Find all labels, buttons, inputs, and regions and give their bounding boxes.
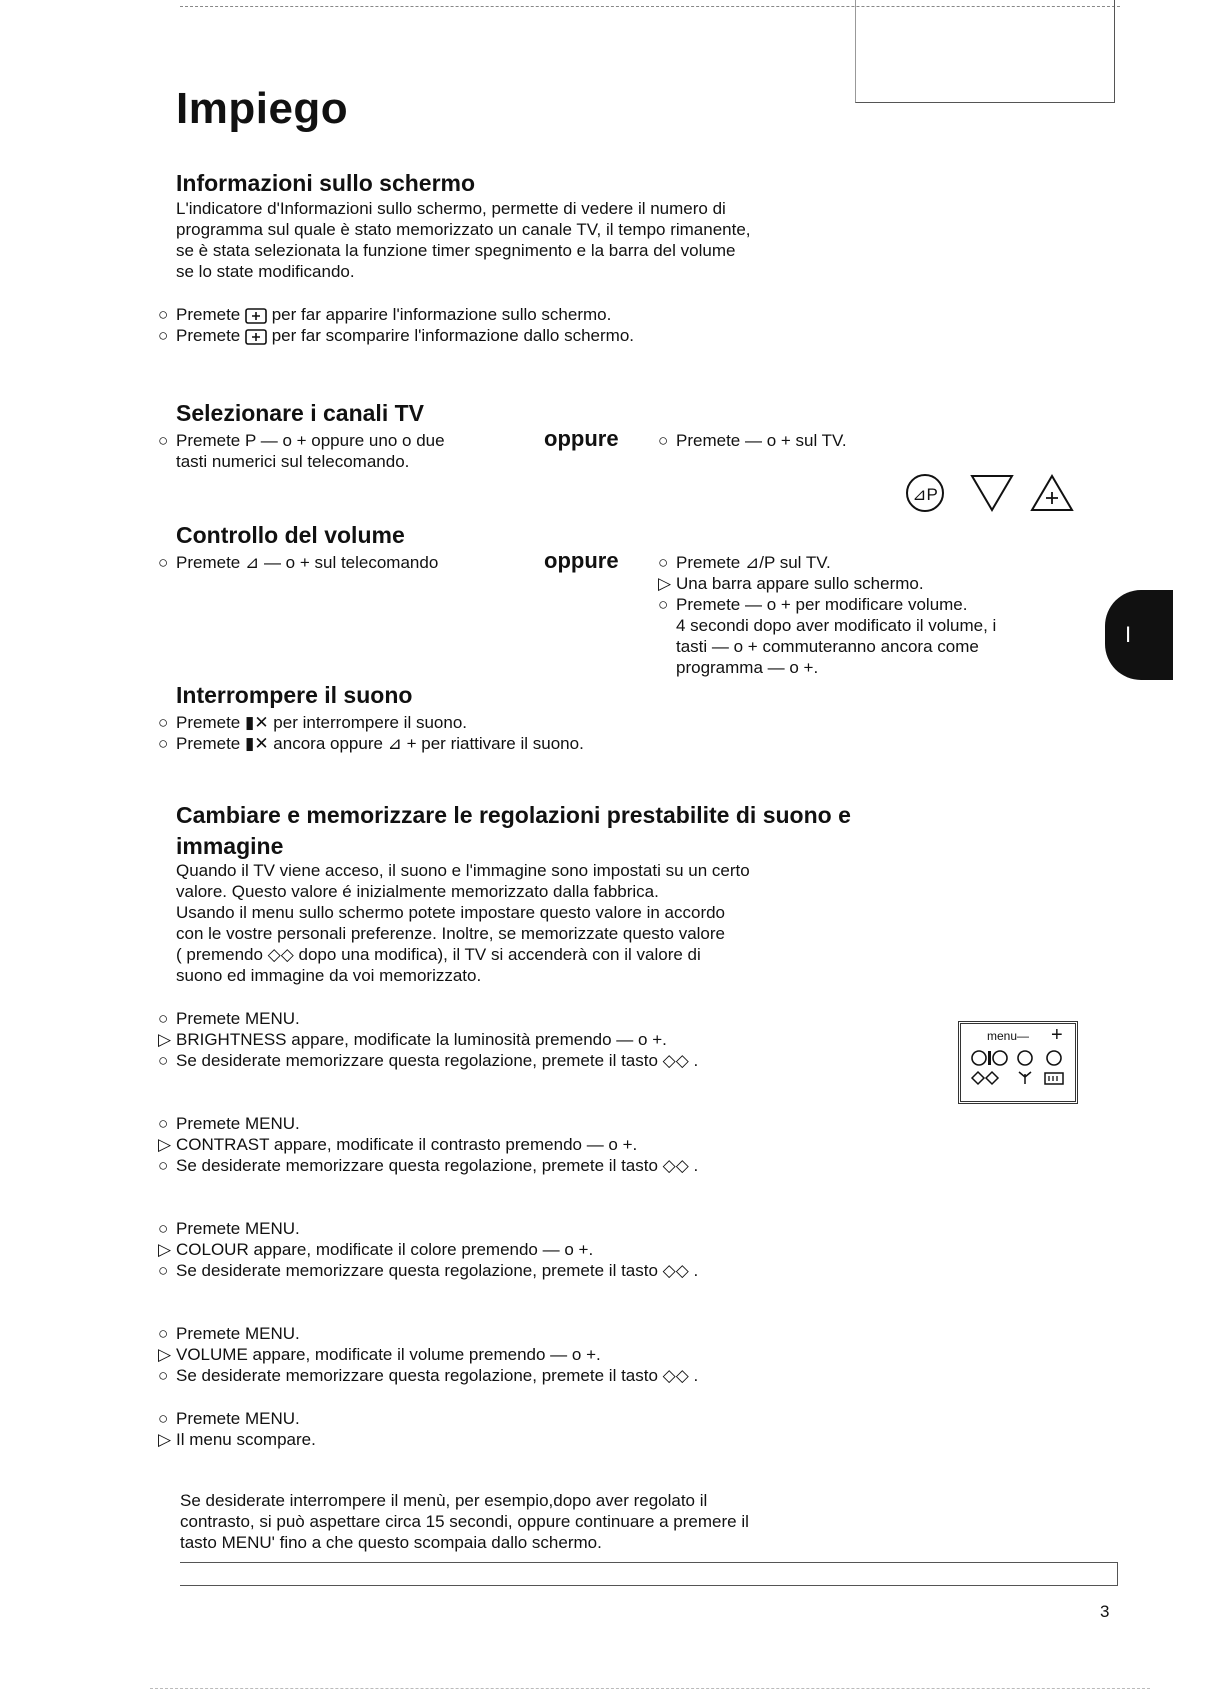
circle-bullet-icon: ○ [158,713,169,732]
arrow-bullet-icon: ▷ [158,1345,172,1364]
info-button-icon [245,308,267,324]
circle-bullet-icon: ○ [158,1051,169,1070]
arrow-bullet-icon: ▷ [158,1430,172,1449]
tv-buttons-icon [905,470,1081,516]
channels-tv-step: ○ Premete — o + sul TV. [658,431,847,450]
info-heading: Informazioni sullo schermo [176,170,476,196]
info-step: ○ Premete per far apparire l'informazione sullo schermo. [158,305,612,324]
page-title: Impiego [176,84,349,133]
info-paragraph [176,198,751,282]
volume-heading: Controllo del volume [176,522,405,548]
preset-group-colour: ○ Premete MENU. ▷ COLOUR appare, modificate il colore premendo — o +. ○ Se desiderate memorizzare questa regolazione, premete il tasto ◇◇ . [158,1219,699,1280]
circle-bullet-icon: ○ [158,305,169,324]
presets-heading: Cambiare e memorizzare le regolazioni prestabilite di suono e immagine [176,802,851,859]
presets-paragraph: Quando il TV viene acceso, il suono e l'immagine sono impostati su un certo valore. Questo valore é inizialmente memorizzato dalla fabbrica. Usando il menu sullo schermo potete impostare questo valore in accordo con le vostre personali preferenze. Inoltre, se memorizzate questo valore ( premendo ◇◇ dopo una modifica), il TV si accenderà con il valore di suono ed immagine da voi memorizzato. [176,861,750,985]
circle-bullet-icon: ○ [158,1009,169,1028]
channels-step-cont: tasti numerici sul telecomando. [176,452,410,471]
bottom-box [180,1562,1118,1586]
mute-steps: ○ Premete ▮✕ per interrompere il suono. ○ Premete ▮✕ ancora oppure ⊿ + per riattivare il suono. [158,713,584,753]
circle-bullet-icon: ○ [658,431,669,450]
info-line: programma sul quale è stato memorizzato un canale TV, il tempo rimanente, [176,220,751,239]
circle-bullet-icon: ○ [158,1366,169,1385]
circle-bullet-icon: ○ [158,1114,169,1133]
circle-bullet-icon: ○ [158,326,169,345]
info-line: se lo state modificando. [176,262,355,281]
mute-heading: Interrompere il suono [176,682,413,708]
info-line: se è stata selezionata la funzione timer spegnimento e la barra del volume [176,241,736,260]
arrow-bullet-icon: ▷ [158,1135,172,1154]
circle-bullet-icon: ○ [658,553,669,572]
top-box [855,0,1115,103]
preset-group-volume: ○ Premete MENU. ▷ VOLUME appare, modificate il volume premendo — o +. ○ Se desiderate memorizzare questa regolazione, premete il tasto ◇◇ . [158,1324,699,1385]
info-step: ○ Premete per far scomparire l'informazione dallo schermo. [158,326,634,345]
arrow-bullet-icon: ▷ [658,574,672,593]
arrow-bullet-icon: ▷ [158,1030,172,1049]
svg-text:⊿P: ⊿P [912,485,938,504]
circle-bullet-icon: ○ [158,1409,169,1428]
circle-bullet-icon: ○ [158,553,169,572]
remote-minus-label: — [1017,1029,1030,1043]
menu-note: Se desiderate interrompere il menù, per esempio,dopo aver regolato il contrasto, si può aspettare circa 15 secondi, oppure continuare a premere il tasto MENU' fino a che questo scompaia dallo schermo. [180,1491,749,1552]
info-button-icon [245,329,267,345]
channels-heading: Selezionare i canali TV [176,400,424,426]
preset-group-contrast: ○ Premete MENU. ▷ CONTRAST appare, modificate il contrasto premendo — o +. ○ Se desiderate memorizzare questa regolazione, premete il tasto ◇◇ . [158,1114,699,1175]
circle-bullet-icon: ○ [158,431,169,450]
oppure-label: oppure [544,548,619,573]
page-number: 3 [1100,1602,1110,1621]
arrow-bullet-icon: ▷ [158,1240,172,1259]
preset-group-brightness: ○ Premete MENU. ▷ BRIGHTNESS appare, modificate la luminosità premendo — o +. ○ Se desiderate memorizzare questa regolazione, premete il tasto ◇◇ . [158,1009,699,1070]
circle-bullet-icon: ○ [158,1219,169,1238]
circle-bullet-icon: ○ [158,734,169,753]
preset-group-exit: ○ Premete MENU. ▷ Il menu scompare. [158,1409,316,1449]
circle-bullet-icon: ○ [158,1324,169,1343]
remote-menu-label: menu [987,1029,1018,1043]
bottom-rule [150,1688,1150,1689]
language-tab: I [1105,590,1173,680]
circle-bullet-icon: ○ [658,595,669,614]
volume-step: ○ Premete ⊿ — o + sul telecomando [158,553,439,572]
remote-plus-label: + [1051,1024,1063,1046]
info-line: L'indicatore d'Informazioni sullo schermo, permette di vedere il numero di [176,199,726,218]
oppure-label: oppure [544,426,619,451]
remote-buttons-icon [969,1046,1069,1096]
circle-bullet-icon: ○ [158,1261,169,1280]
remote-control-illustration [958,1021,1078,1104]
channels-step: ○ Premete P — o + oppure uno o due [158,431,445,450]
circle-bullet-icon: ○ [158,1156,169,1175]
volume-tv-steps: ○ Premete ⊿/P sul TV. ▷ Una barra appare sullo schermo. ○ Premete — o + per modificare volume. 4 secondi dopo aver modificato il volume, i tasti — o + commuteranno ancora come programma — o +. [658,553,997,677]
